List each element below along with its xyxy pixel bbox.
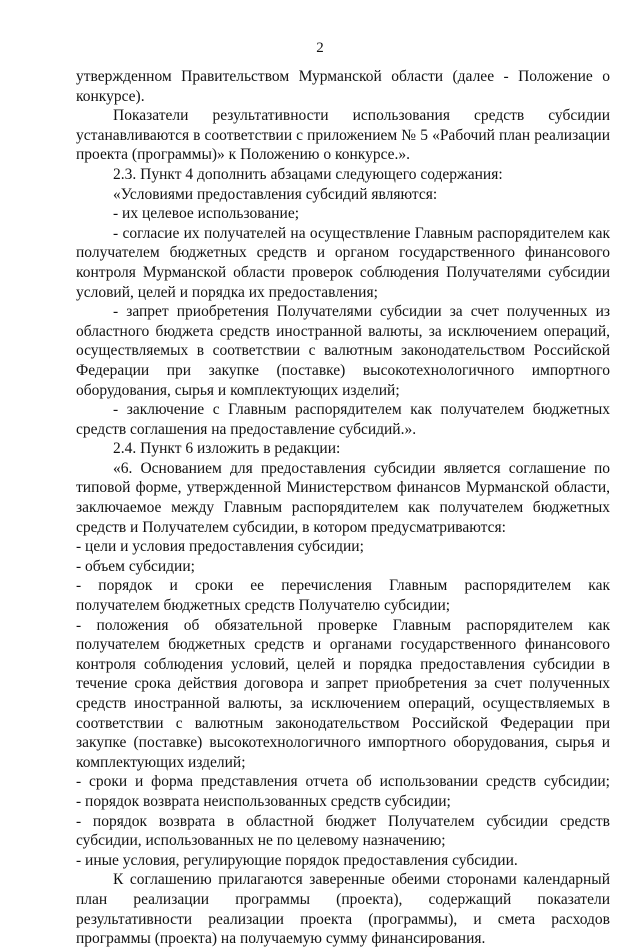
text-line: программы (проекта) на получаемую сумму финансирования.	[76, 930, 486, 948]
text-line: - согласие их получателей на осуществление Главным распорядителем как	[113, 224, 610, 242]
text-line: Федерации при закупке (поставке) высокотехнологичного импортного	[76, 361, 610, 379]
text-line: Показатели результативности использования средств субсидии	[113, 107, 610, 125]
text-line: «Условиями предоставления субсидий являются:	[113, 185, 438, 203]
text-line: средств иностранной валюты, за исключением операций, осуществляемых в	[76, 695, 610, 712]
text-line: областного бюджета средств иностранной валюты, за исключением операций,	[76, 322, 610, 340]
text-line: течение срока действия договора и запрет приобретения за счет полученных	[76, 675, 610, 693]
text-line: соответствии с валютным законодательством Российской Федерации при	[76, 714, 610, 732]
text-line: - порядок возврата неиспользованных средств субсидии;	[76, 792, 451, 810]
text-line: конкурсе).	[76, 87, 145, 105]
text-line: средств соглашения на предоставление субсидий.».	[76, 420, 417, 438]
text-line: устанавливаются в соответствии с приложением № 5 «Рабочий план реализации	[76, 126, 610, 144]
text-line: оборудования, сырья и комплектующих изделий;	[76, 381, 400, 399]
text-line: закупке (поставке) высокотехнологичного импортного оборудования, сырья и	[76, 734, 610, 752]
document-body	[76, 67, 610, 949]
text-line: - сроки и форма представления отчета об использовании средств субсидии;	[76, 773, 610, 791]
text-line: - порядок и сроки ее перечисления Главным распорядителем как	[76, 577, 610, 595]
text-line: утвержденном Правительством Мурманской области (далее - Положение о	[76, 68, 610, 85]
text-line: К соглашению прилагаются заверенные обеими сторонами календарный	[113, 871, 610, 889]
text-line: - объем субсидии;	[76, 557, 195, 575]
text-line: - их целевое использование;	[113, 205, 300, 223]
text-line: средств и Получателем субсидии, в котором предусматриваются:	[76, 518, 506, 536]
text-line: план реализации программы (проекта), содержащий показатели	[76, 890, 610, 908]
text-line: 2.3. Пункт 4 дополнить абзацами следующего содержания:	[113, 165, 503, 183]
text-line: получателем бюджетных средств Получателю субсидии;	[76, 597, 451, 615]
text-line: результативности реализации проекта (программы), и смета расходов	[76, 910, 610, 928]
text-line: 2.4. Пункт 6 изложить в редакции:	[113, 440, 341, 458]
text-line: контроля Мурманской области проверок соблюдения Получателями субсидии	[76, 263, 610, 281]
text-line: осуществляемых в соответствии с валютным законодательством Российской	[76, 342, 610, 360]
text-line: - запрет приобретения Получателями субсидии за счет полученных из	[113, 303, 610, 321]
text-line: условий, целей и порядка их предоставления;	[76, 283, 378, 301]
text-line: «6. Основанием для предоставления субсидии является соглашение по	[113, 459, 610, 477]
text-line: получателем бюджетных средств и органами государственного финансового	[76, 636, 610, 654]
text-line: заключаемое между Главным распорядителем как получателем бюджетных	[76, 499, 610, 517]
text-line: - положения об обязательной проверке Главным распорядителем как	[76, 616, 610, 634]
text-line: - иные условия, регулирующие порядок предоставления субсидии.	[76, 851, 518, 869]
text-line: контроля соблюдения условий, целей и порядка предоставления субсидии в	[76, 655, 610, 673]
text-line: проекта (программы)» к Положению о конкурсе.».	[76, 146, 411, 164]
text-line: получателем бюджетных средств и органом государственного финансового	[76, 244, 610, 262]
text-line: - порядок возврата в областной бюджет Получателем субсидии средств	[76, 812, 610, 830]
text-line: комплектующих изделий;	[76, 753, 246, 771]
text-line: типовой форме, утвержденной Министерством финансов Мурманской области,	[76, 479, 610, 497]
text-line: - цели и условия предоставления субсидии;	[76, 538, 364, 556]
page-number: 2	[316, 40, 324, 56]
text-line: субсидии, использованных не по целевому назначению;	[76, 832, 446, 850]
text-line: - заключение с Главным распорядителем как получателем бюджетных	[113, 401, 610, 419]
